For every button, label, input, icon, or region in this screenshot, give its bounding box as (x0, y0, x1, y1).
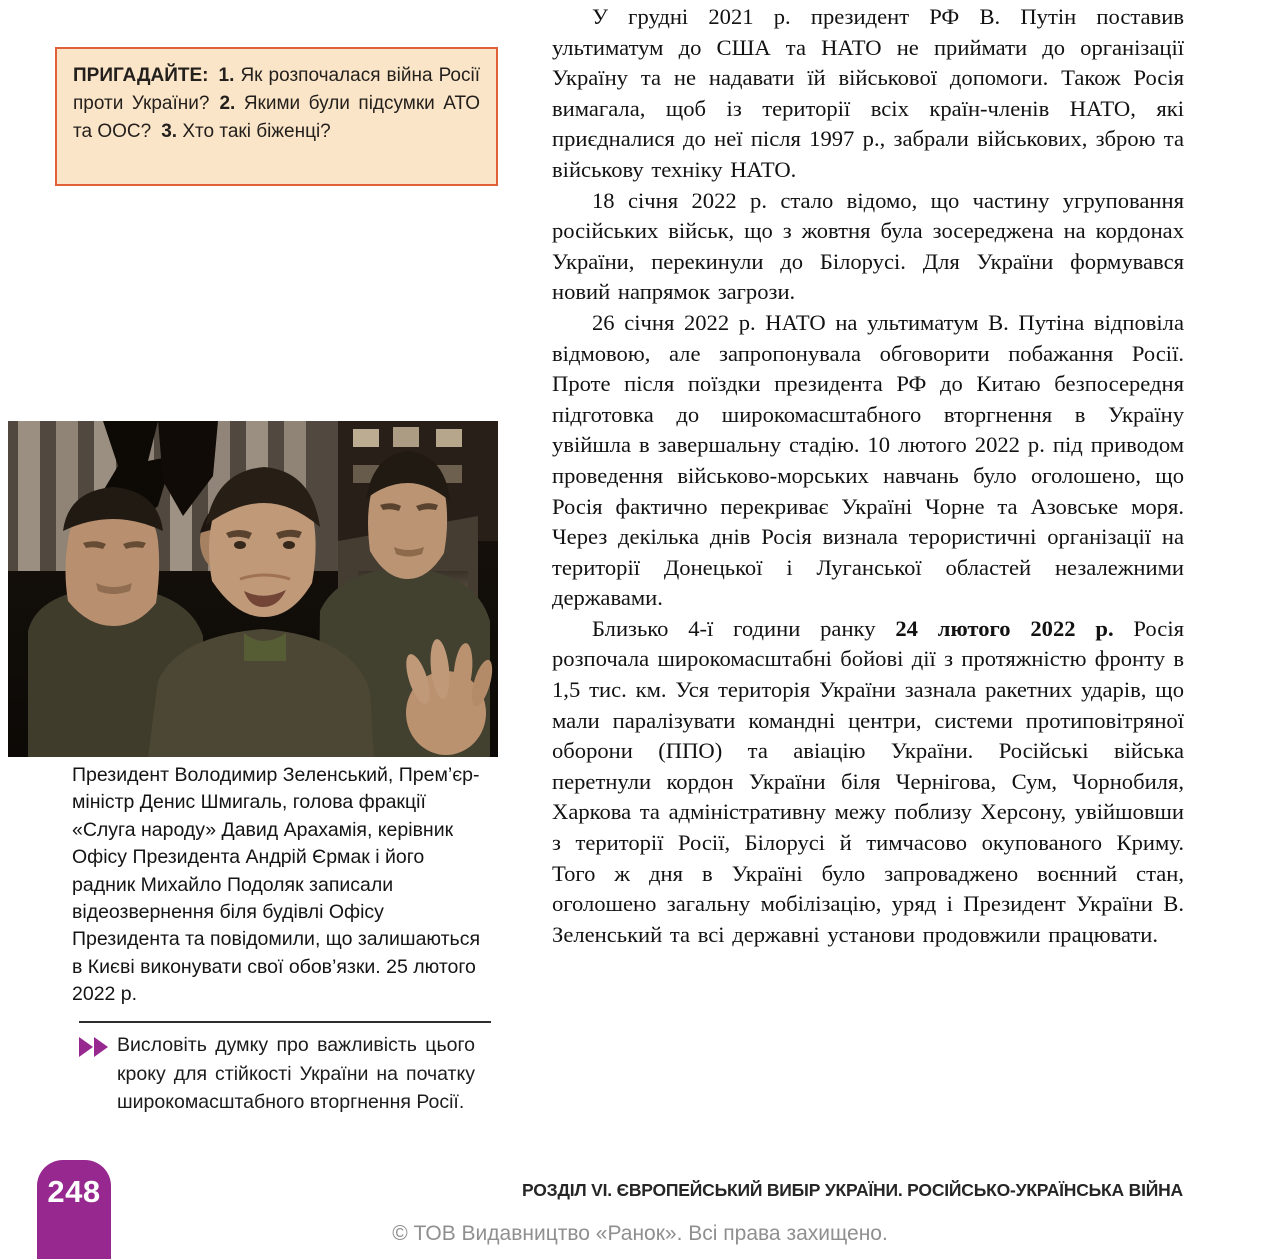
double-arrow-icon (79, 1037, 111, 1057)
main-text-column (552, 2, 1184, 950)
recall-item-text: Як розпочалася війна Росії проти України? (73, 65, 480, 114)
paragraph: Близько 4-ї години ранку 24 лютого 2022 р. Росія розпочала широкомасштабні бойові дії з протяжністю фронту в 1,5 тис. км. Уся територія України зазнала ракетних ударів, що мали паралізувати командні центри, системи протиповітряної оборони (ППО) та авіацію України. Російські війська перетнули кордон України біля Чернігова, Сум, Чорнобиля, Харкова та адміністративну межу поблизу Херсону, увійшовши з території Росії, Білорусі й тимчасово окупованого Криму. Того ж дня в Україні було запроваджено воєнний стан, оголошено загальну мобілізацію, уряд і Президент України В. Зеленський та всі державні установи продовжили працювати. (552, 615, 1184, 947)
recall-item-number: 2. (219, 93, 236, 114)
photo-zelensky-video-address (8, 421, 498, 757)
chapter-footer: РОЗДІЛ VI. ЄВРОПЕЙСЬКИЙ ВИБІР УКРАЇНИ. РОСІЙСЬКО-УКРАЇНСЬКА ВІЙНА (522, 1180, 1183, 1200)
recall-item-text: Хто такі біженці? (182, 121, 331, 142)
paragraph: 18 січня 2022 р. стало відомо, що частину угруповання російських військ, що з жовтня була зосереджена на кордонах України, перекинули до Білорусі. Для України формувався новий напрямок загрози. (552, 187, 1184, 305)
divider-line (79, 1021, 491, 1023)
photo-illustration (8, 421, 498, 757)
task-text: Висловіть думку про важливість цього кроку для стійкості України на початку широкомасштабного вторгнення Росії. (117, 1034, 475, 1114)
recall-item-number: 3. (161, 121, 178, 142)
recall-item-number: 1. (218, 65, 235, 86)
recall-text (73, 62, 480, 146)
recall-label: ПРИГАДАЙТЕ: (73, 65, 209, 86)
paragraph: 26 січня 2022 р. НАТО на ультиматум В. Путіна відповіла відмовою, але запропонувала обговорити побажання Росії. Проте після поїздки президента РФ до Китаю безпосередня підготовка до широкомасштабного вторгнення в Україну увійшла в завершальну стадію. 10 лютого 2022 р. під приводом проведення військово-морських навчань було оголошено, що Росія фактично перекриває Україні Чорне та Азовське моря. Через декілька днів Росія визнала терористичні організації на території Донецької і Луганської областей незалежними державами. (552, 309, 1184, 611)
recall-item-text: Якими були підсумки АТО та ООС? (73, 93, 481, 142)
page-number: 248 (47, 1174, 101, 1209)
recall-box (55, 47, 498, 186)
copyright-text: © ТОВ Видавництво «Ранок». Всі права захищено. (392, 1222, 888, 1245)
bold-date: 24 лютого 2022 р. (895, 615, 1114, 641)
photo-caption: Президент Володимир Зеленський, Прем’єр-міністр Денис Шмигаль, голова фракції «Слуга народу» Давид Арахамія, керівник Офісу Президента Андрій Єрмак і його радник Михайло Подоляк записали відеозвернення біля будівлі Офісу Президента та повідомили, що залишаються в Києві виконувати свої обов’язки. 25 лютого 2022 р. (72, 764, 481, 1006)
paragraph: У грудні 2021 р. президент РФ В. Путін поставив ультиматум до США та НАТО не приймати до організації Україну та не надавати їй військової допомоги. Також Росія вимагала, щоб із території всіх країн-членів НАТО, які приєдналися до неї після 1997 р., забрали військових, зброю та військову техніку НАТО. (552, 4, 1184, 182)
